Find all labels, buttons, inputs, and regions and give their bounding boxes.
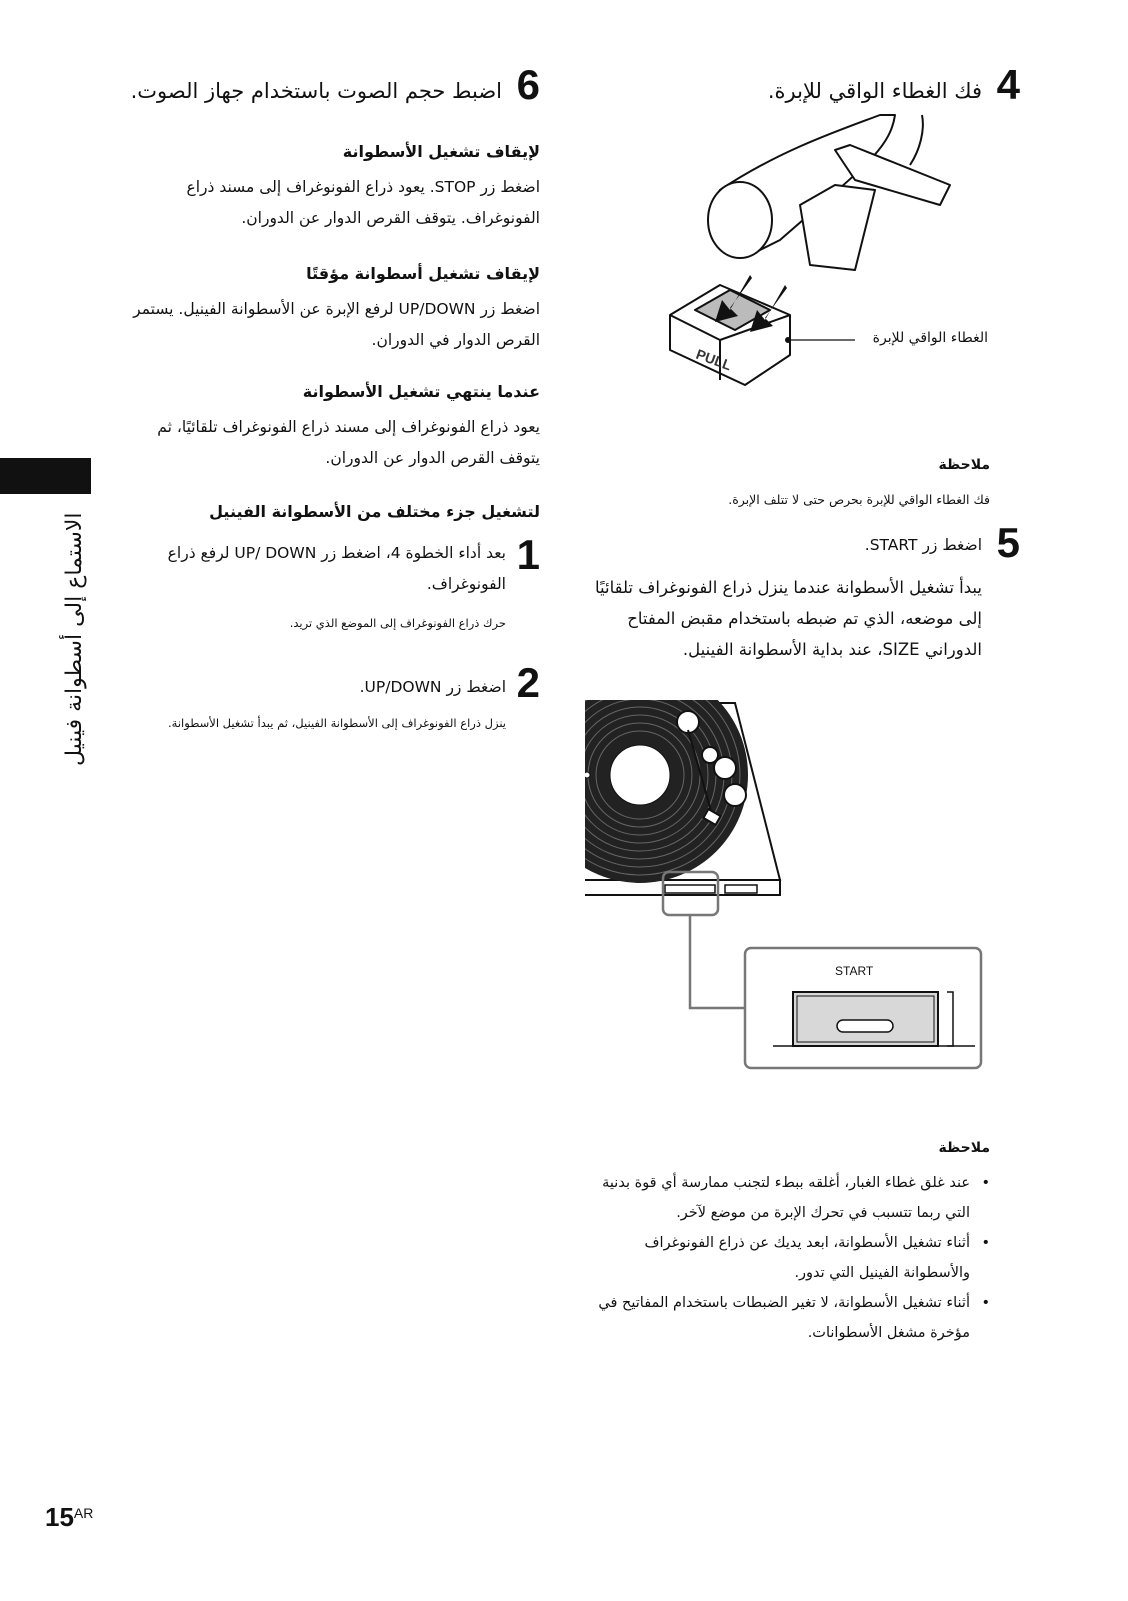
note-title: ملاحظة xyxy=(938,1140,990,1156)
paragraph-line: التي ربما تتسبب في تحرك الإبرة من موضع لآخر. xyxy=(676,1205,970,1221)
step-title: اضغط زر UP/DOWN. xyxy=(359,678,506,696)
pull-label: PULL xyxy=(693,345,734,374)
stylus-cover-figure xyxy=(660,110,1000,400)
note-1 xyxy=(620,457,990,509)
step-number: 4 xyxy=(996,61,1020,108)
list-item xyxy=(590,1168,990,1228)
step-title: اضبط حجم الصوت باستخدام جهاز الصوت. xyxy=(130,79,502,103)
step-4 xyxy=(620,62,1020,108)
step-note: ينزل ذراع الفونوغراف إلى الأسطوانة الفينيل، ثم يبدأ تشغيل الأسطوانة. xyxy=(168,716,506,730)
turntable-figure xyxy=(585,700,985,1075)
note-title: ملاحظة xyxy=(938,457,990,473)
step-2 xyxy=(100,660,540,740)
section-end xyxy=(100,380,540,474)
section-pause-temp xyxy=(100,262,540,356)
start-button-label: START xyxy=(835,964,874,978)
section-pause xyxy=(100,140,540,234)
paragraph-line: • عند غلق غطاء الغبار، أغلقه ببطء لتجنب ممارسة أي قوة بدنية xyxy=(602,1175,970,1191)
step-number: 1 xyxy=(516,531,540,578)
step-title: فك الغطاء الواقي للإبرة. xyxy=(767,79,982,103)
paragraph-line: والأسطوانة الفينيل التي تدور. xyxy=(794,1265,970,1281)
paragraph-line: يعود ذراع الفونوغراف إلى مسند ذراع الفونوغراف تلقائيًا، ثم xyxy=(157,418,540,436)
section-tab-marker xyxy=(0,458,91,494)
step-number: 2 xyxy=(516,659,540,706)
paragraph-line: • أثناء تشغيل الأسطوانة، ابعد يديك عن ذراع الفونوغراف xyxy=(644,1235,970,1251)
paragraph-line: القرص الدوار في الدوران. xyxy=(371,331,540,349)
paragraph-line: الدوراني SIZE، عند بداية الأسطوانة الفينيل. xyxy=(682,640,982,659)
section-heading: لإيقاف تشغيل أسطوانة مؤقتًا xyxy=(306,264,540,283)
paragraph-line: يتوقف القرص الدوار عن الدوران. xyxy=(325,449,540,467)
list-item xyxy=(590,1288,990,1348)
step-5 xyxy=(590,520,1020,660)
section-heading-part: لتشغيل جزء مختلف من الأسطوانة الفينيل xyxy=(209,502,540,521)
note-2 xyxy=(590,1140,990,1348)
step-number: 6 xyxy=(516,61,540,108)
paragraph-line: الفونوغراف. يتوقف القرص الدوار عن الدوران. xyxy=(241,209,540,227)
stylus-cover-illustration xyxy=(660,110,1000,400)
list-item xyxy=(590,1228,990,1288)
paragraph-line: يبدأ تشغيل الأسطوانة عندما ينزل ذراع الفونوغراف تلقائيًا xyxy=(595,578,982,597)
section-heading: عندما ينتهي تشغيل الأسطوانة xyxy=(302,382,540,401)
paragraph-line: إلى موضعه، الذي تم ضبطه باستخدام مقبض المفتاح xyxy=(627,609,982,628)
section-heading: لإيقاف تشغيل الأسطوانة xyxy=(342,142,540,161)
page-number-suffix: AR xyxy=(73,1505,94,1521)
step-6 xyxy=(120,62,540,108)
step-number: 5 xyxy=(996,519,1020,566)
section-tab-label: الاستماع إلى أسطوانة فينيل xyxy=(62,512,87,766)
step-title: اضغط زر START. xyxy=(864,536,982,554)
paragraph-line: مؤخرة مشغل الأسطوانات. xyxy=(807,1325,970,1341)
paragraph-line: • أثناء تشغيل الأسطوانة، لا تغير الضبطات باستخدام المفاتيح في xyxy=(598,1295,970,1311)
paragraph-line: بعد أداء الخطوة 4، اضغط زر UP/ DOWN لرفع ذراع xyxy=(167,544,506,562)
stylus-cover-callout: الغطاء الواقي للإبرة xyxy=(872,330,988,346)
turntable-illustration xyxy=(585,700,985,1075)
page-number xyxy=(45,1502,93,1533)
step-note: حرك ذراع الفونوغراف إلى الموضع الذي تريد. xyxy=(289,616,506,630)
paragraph-line: اضغط زر UP/DOWN لرفع الإبرة عن الأسطوانة الفينيل. يستمر xyxy=(133,300,540,318)
note-text: فك الغطاء الواقي للإبرة بحرص حتى لا تتلف الإبرة. xyxy=(728,492,990,507)
step-1 xyxy=(100,532,540,642)
paragraph-line: الفونوغراف. xyxy=(426,575,506,593)
paragraph-line: اضغط زر STOP. يعود ذراع الفونوغراف إلى مسند ذراع xyxy=(186,178,540,196)
page-number-value: 15 xyxy=(45,1502,74,1532)
